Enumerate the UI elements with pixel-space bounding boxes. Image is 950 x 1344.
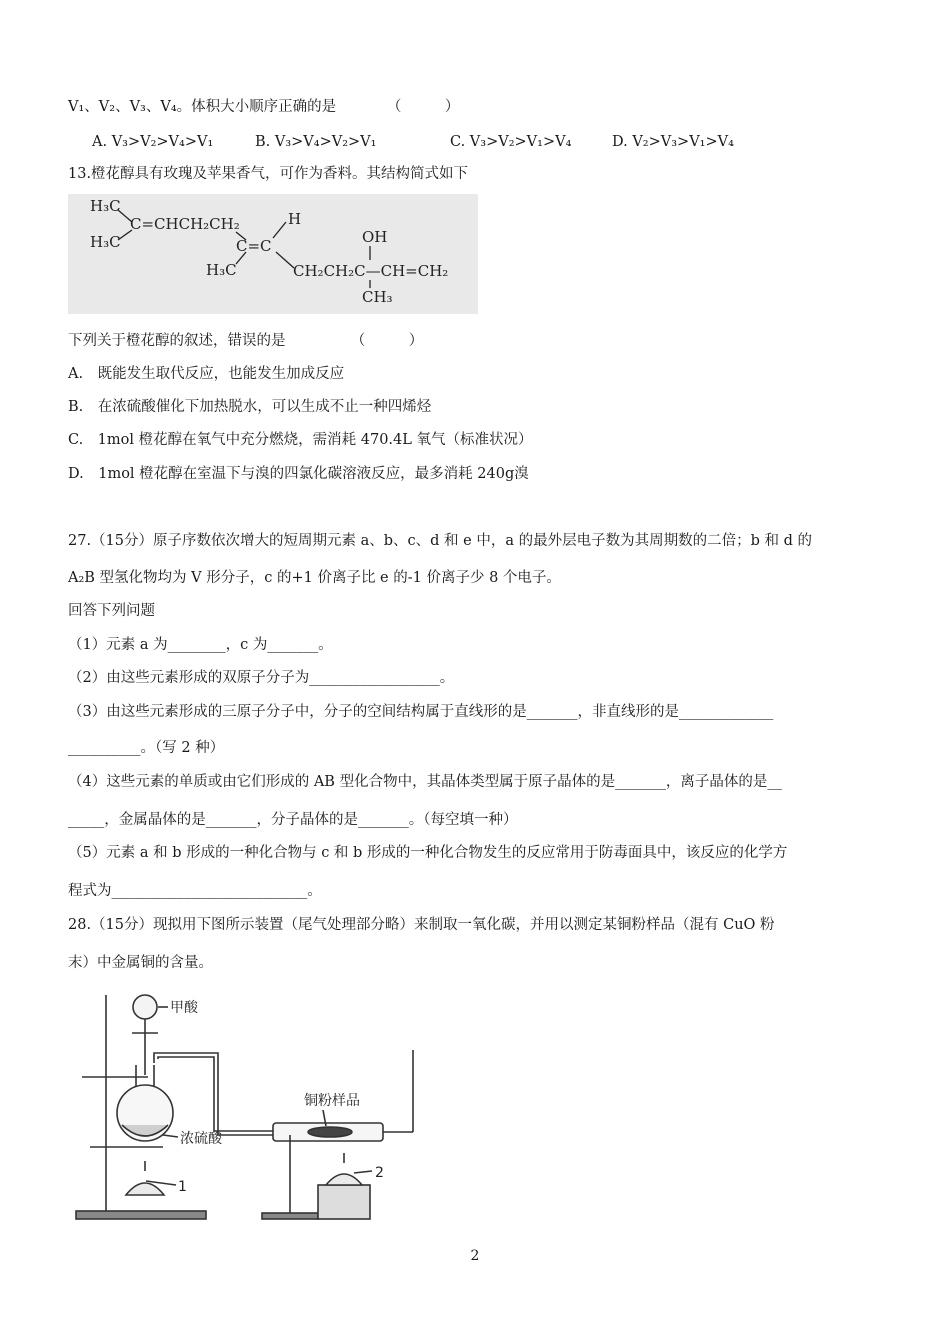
label-lamp-1: 1: [178, 1179, 187, 1195]
alcohol-lamp-2: [326, 1174, 362, 1185]
q28-stem-line1: 28.（15分）现拟用下图所示装置（尾气处理部分略）来制取一氧化碳，并用以测定某铜粉样品（混有 CuO 粉: [68, 917, 775, 933]
nerolidol-structure-figure: [68, 194, 478, 314]
struct-oh: OH: [362, 228, 388, 246]
wood-block: [318, 1185, 370, 1219]
q12-option-c: C. V₃>V₂>V₁>V₄: [450, 134, 572, 150]
q27-sub3-line1: （3）由这些元素形成的三原子分子中，分子的空间结构属于直线形的是_______，非直线形的是_____________: [68, 704, 774, 720]
struct-h3c-top: H₃C: [90, 197, 121, 215]
q13-option-b: B. 在浓硫酸催化下加热脱水，可以生成不止一种四烯烃: [68, 399, 432, 415]
q13-question: 下列关于橙花醇的叙述，错误的是 （ ）: [68, 333, 424, 349]
struct-chain2: CH₂CH₂C—CH=CH₂: [293, 262, 449, 280]
funnel-bulb: [133, 995, 157, 1019]
stand-base-right: [262, 1213, 318, 1219]
apparatus-svg: [68, 985, 458, 1230]
q27-stem-line1: 27.（15分）原子序数依次增大的短周期元素 a、b、c、d 和 e 中，a 的最外层电子数为其周期数的二倍；b 和 d 的: [68, 533, 812, 549]
q27-answer-intro: 回答下列问题: [68, 603, 155, 619]
apparatus-figure: [68, 985, 458, 1230]
q12-option-b: B. V₃>V₄>V₂>V₁: [255, 134, 377, 150]
q12-options: [92, 132, 872, 152]
q12-option-a: A. V₃>V₂>V₄>V₁: [92, 134, 214, 150]
q27-sub2: （2）由这些元素形成的双原子分子为__________________。: [68, 670, 455, 686]
struct-chain1: C=CHCH₂CH₂: [130, 215, 240, 233]
copper-sample: [308, 1127, 352, 1137]
q13-option-c: C. 1mol 橙花醇在氧气中充分燃烧，需消耗 470.4L 氧气（标准状况）: [68, 432, 533, 448]
alcohol-lamp-1: [126, 1183, 164, 1195]
q13-stem: 13.橙花醇具有玫瑰及苹果香气，可作为香料。其结构简式如下: [68, 166, 469, 182]
stand-base-left: [76, 1211, 206, 1219]
structure-svg: [68, 194, 478, 314]
q27-stem-line2: A₂B 型氢化物均为 V 形分子，c 的+1 价离子比 e 的-1 价离子少 8 个电子。: [68, 570, 561, 586]
label-sulfuric-acid: 浓硫酸: [180, 1131, 222, 1147]
label-lamp-2: 2: [375, 1165, 384, 1181]
q27-sub5-line2: 程式为___________________________。: [68, 883, 322, 899]
q13-option-a: A. 既能发生取代反应，也能发生加成反应: [68, 366, 345, 382]
page-number: 2: [470, 1248, 480, 1264]
q27-sub4-line1: （4）这些元素的单质或由它们形成的 AB 型化合物中，其晶体类型属于原子晶体的是_______，离子晶体的是__: [68, 774, 782, 790]
label-formic-acid: 甲酸: [170, 1000, 198, 1016]
struct-h: H: [288, 210, 302, 228]
q27-sub1: （1）元素 a 为________，c 为_______。: [68, 637, 333, 653]
q12-option-d: D. V₂>V₃>V₁>V₄: [612, 134, 734, 150]
q27-sub5-line1: （5）元素 a 和 b 形成的一种化合物与 c 和 b 形成的一种化合物发生的反应常用于防毒面具中，该反应的化学方: [68, 845, 788, 861]
label-copper-sample: 铜粉样品: [304, 1093, 360, 1109]
q27-sub4-line2: _____，金属晶体的是_______，分子晶体的是_______。（每空填一种）: [68, 812, 518, 828]
q27-sub3-line2: __________。（写 2 种）: [68, 740, 225, 756]
struct-ch3: CH₃: [362, 288, 393, 306]
struct-h3c-bottom: H₃C: [90, 233, 121, 251]
q13-option-d: D. 1mol 橙花醇在室温下与溴的四氯化碳溶液反应，最多消耗 240g溴: [68, 466, 529, 482]
struct-double-bond: C=C: [236, 237, 272, 255]
q12-stem: V₁、V₂、V₃、V₄。体积大小顺序正确的是 （ ）: [68, 99, 460, 115]
q28-stem-line2: 末）中金属铜的含量。: [68, 955, 213, 971]
struct-methyl: H₃C: [206, 261, 237, 279]
